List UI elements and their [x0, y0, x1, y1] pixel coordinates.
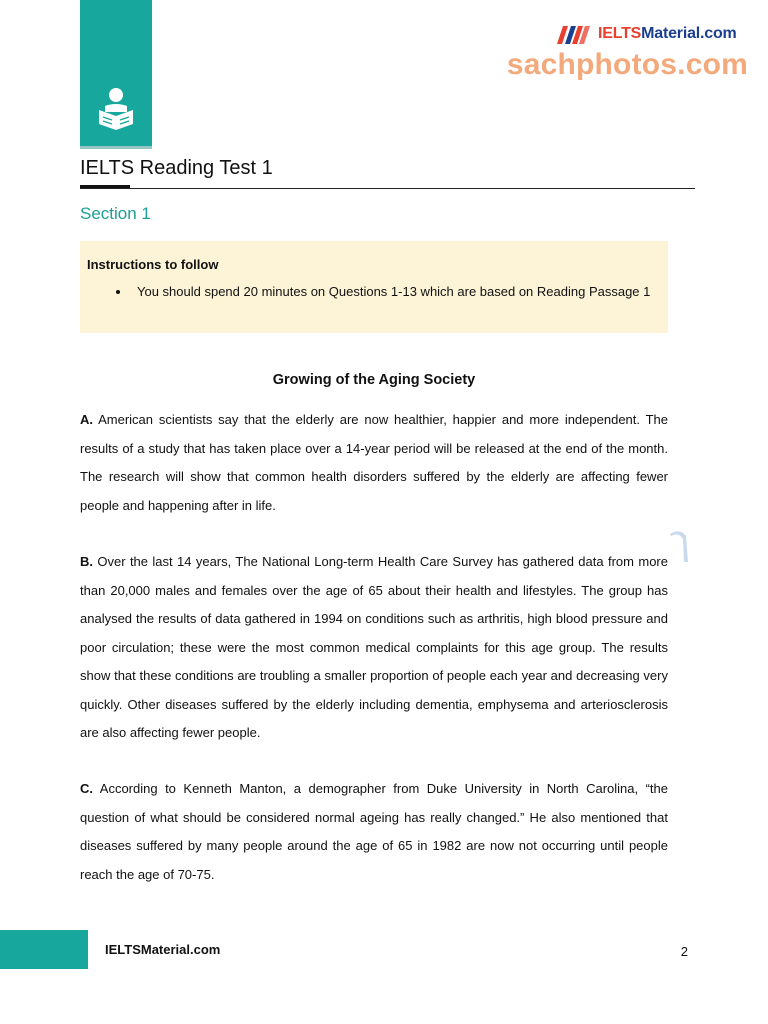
section-heading: Section 1 — [80, 204, 151, 223]
footer-teal-bar — [0, 930, 88, 969]
page-curl-icon — [668, 528, 692, 564]
ieltsmaterial-logo-icon — [556, 23, 594, 45]
paragraph-text: According to Kenneth Manton, a demographer from Duke University in North Carolina, “the question of what should be considered normal ageing has really changed.” He also mentioned that diseases suffered by many people around the age of 65 in 1982 are now not occurring until people reach the age of 70-75. — [80, 781, 668, 882]
paragraph-text: American scientists say that the elderly are now healthier, happier and more independent. The results of a study that has taken place over a 14-year period will be released at the end of the month. The research will show that common health disorders suffered by the elderly are affecting fewer people and happening after in life. — [80, 412, 668, 513]
brand-name: IELTSMaterial.com — [598, 25, 737, 42]
paragraph-b — [80, 548, 668, 748]
paragraph-letter: B. — [80, 554, 93, 569]
paragraph-a — [80, 406, 668, 520]
footer-brand[interactable]: IELTSMaterial.com — [105, 942, 221, 957]
paragraph-letter: C. — [80, 781, 93, 796]
watermark-text: sachphotos.com — [506, 48, 748, 81]
passage-title: Growing of the Aging Society — [272, 372, 476, 388]
instructions-list — [87, 283, 661, 301]
paragraph-text: Over the last 14 years, The National Long-term Health Care Survey has gathered data from more than 20,000 males and females over the age of 65 about their health and lifestyles. The group has analysed the results of data gathered in 1994 on conditions such as arthritis, high blood pressure and poor circulation; these were the most common medical complaints for this age group. The results show that these conditions are troubling a smaller proportion of people each year and decreasing very quickly. Other diseases suffered by the elderly including dementia, emphysema and arteriosclerosis are also affecting fewer people. — [80, 554, 668, 740]
instructions-box — [80, 241, 668, 333]
reading-person-icon — [97, 86, 135, 132]
page-title: IELTS Reading Test 1 — [80, 157, 273, 179]
title-divider — [80, 188, 695, 189]
brand-header[interactable] — [556, 22, 737, 46]
page-number: 2 — [680, 944, 688, 959]
instructions-heading: Instructions to follow — [87, 257, 219, 272]
instruction-item: • You should spend 20 minutes on Questions 1-13 which are based on Reading Passage 1 — [131, 283, 661, 301]
header-tab-shadow — [80, 146, 152, 149]
header-teal-tab — [80, 0, 152, 146]
paragraph-c — [80, 775, 668, 889]
paragraph-letter: A. — [80, 412, 93, 427]
